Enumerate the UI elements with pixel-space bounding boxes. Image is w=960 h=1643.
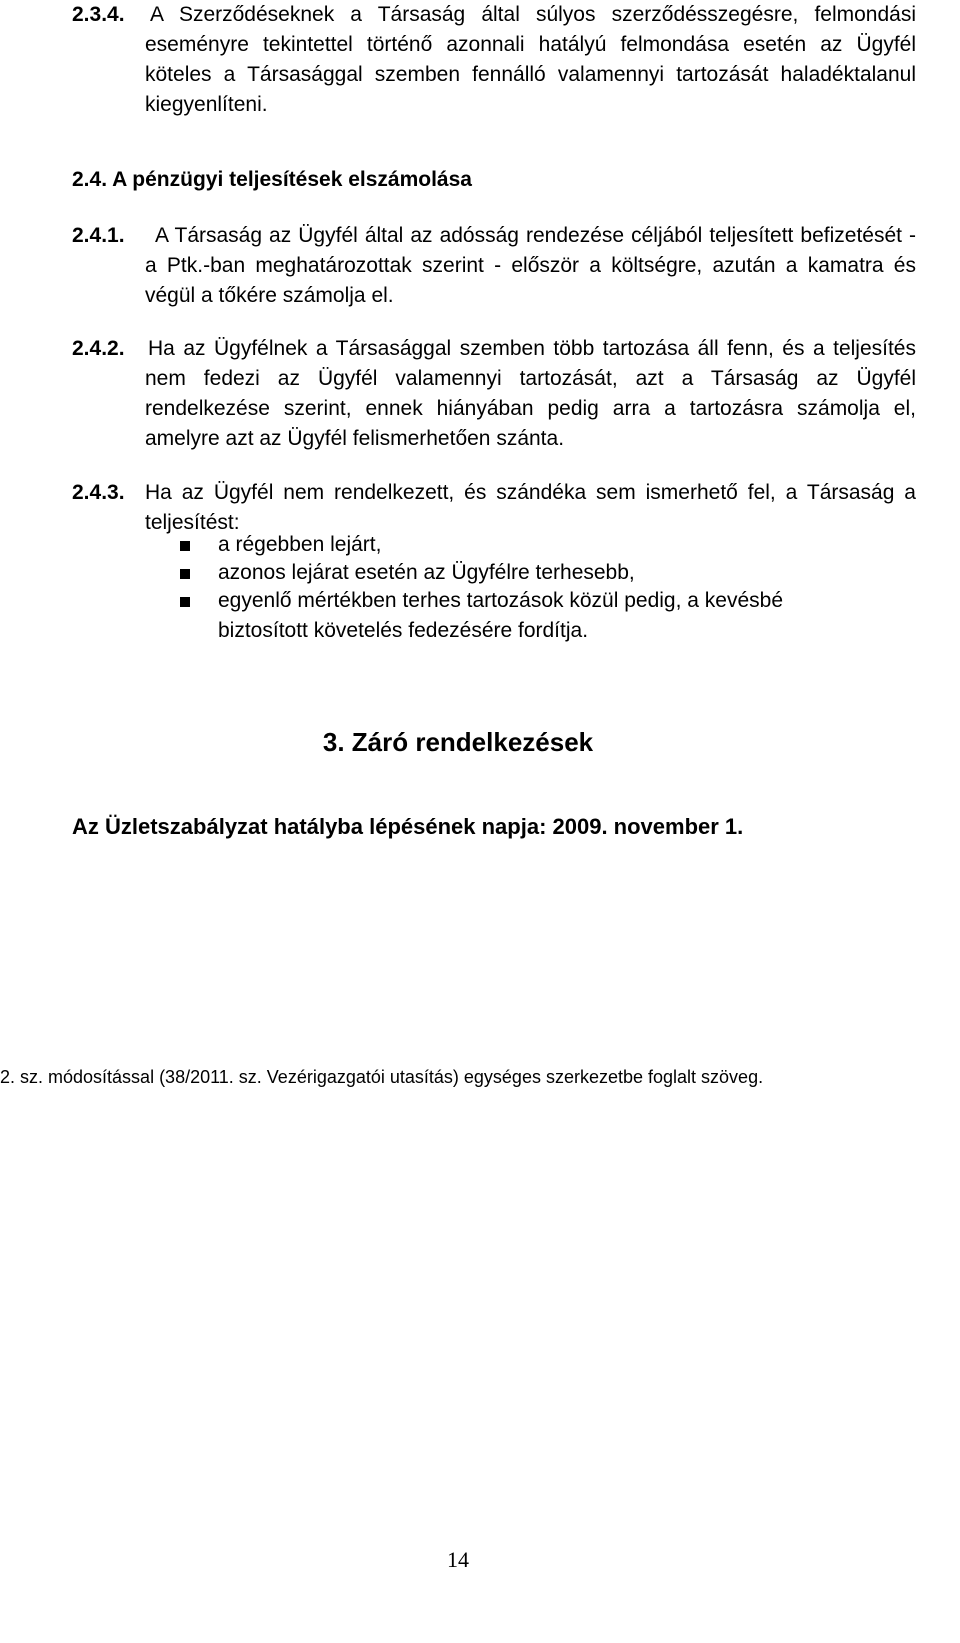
section-text-2-3-4: A Szerződéseknek a Társaság által súlyos szerződésszegésre, felmondási eseményre tekintettel történő azonnali hatályú felmondása esetén az Ügyfél köteles a Társasággal szemben fennálló valamennyi tartozását haladéktalanul kiegyenlíteni. bbox=[145, 3, 916, 116]
section-text-2-4-2: Ha az Ügyfélnek a Társasággal szemben több tartozása áll fenn, és a teljesítés nem fedezi az Ügyfél valamennyi tartozását, azt a Társaság az Ügyfél rendelkezése szerint, ennek hiányában pedig arra a tartozásra számolja el, amelyre azt az Ügyfél felismerhetően szánta. bbox=[145, 337, 916, 450]
closing-heading: 3. Záró rendelkezések bbox=[322, 727, 594, 757]
section-text-2-4-3: Ha az Ügyfél nem rendelkezett, és szándéka sem ismerhető fel, a Társaság a teljesítést: bbox=[145, 481, 916, 534]
section-number-2-4-2: 2.4.2. bbox=[72, 337, 125, 360]
section-number-2-3-4: 2.3.4. bbox=[72, 3, 125, 26]
amendment-note: 2. sz. módosítással (38/2011. sz. Vezérigazgatói utasítás) egységes szerkezetbe foglalt szöveg. bbox=[0, 1067, 764, 1087]
section-text-2-4-1: A Társaság az Ügyfél által az adósság rendezése céljából teljesített befizetését - a Ptk.-ban meghatározottak szerint - először a költségre, azután a kamatra és végül a tőkére számolja el. bbox=[145, 224, 916, 307]
bullet-item: azonos lejárat esetén az Ügyfélre terhesebb, bbox=[218, 561, 635, 584]
section-number-2-4-1: 2.4.1. bbox=[72, 224, 125, 247]
effective-date: Az Üzletszabályzat hatályba lépésének napja: 2009. november 1. bbox=[72, 814, 744, 839]
bullet-icon bbox=[180, 597, 190, 607]
bullet-icon bbox=[180, 541, 190, 551]
bullet-item: egyenlő mértékben terhes tartozások közül pedig, a kevésbé biztosított követelés fedezésére fordítja. bbox=[218, 589, 784, 642]
bullet-item: a régebben lejárt, bbox=[218, 533, 382, 556]
section-heading-2-4: 2.4. A pénzügyi teljesítések elszámolása bbox=[72, 168, 472, 191]
page-number: 14 bbox=[447, 1547, 469, 1572]
bullet-icon bbox=[180, 569, 190, 579]
section-number-2-4-3: 2.4.3. bbox=[72, 481, 125, 504]
